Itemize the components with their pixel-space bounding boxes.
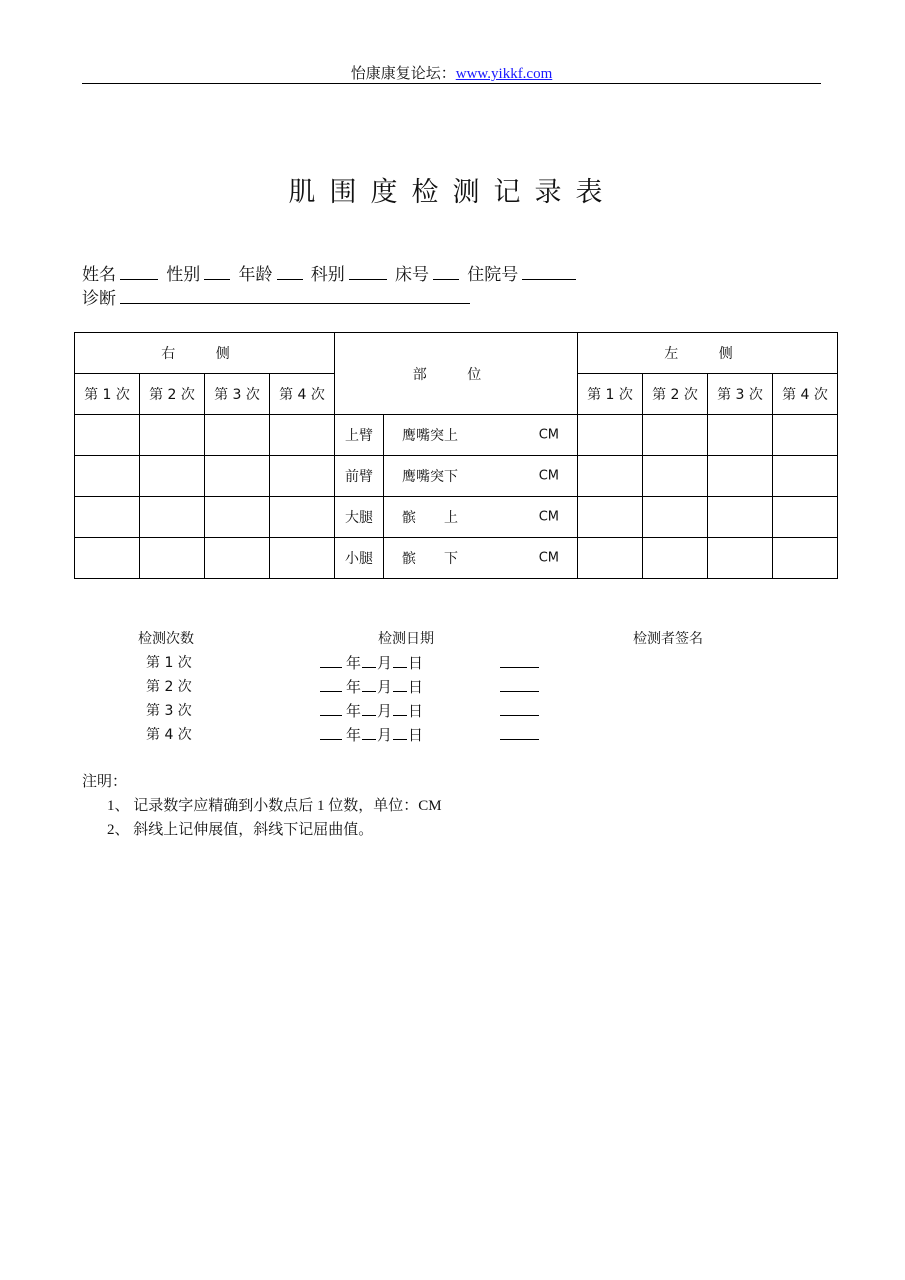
record-count-1: 第 1 次 [146,655,192,671]
year-field[interactable] [320,701,342,716]
day-label: 日 [408,680,424,696]
month-field[interactable] [362,701,376,716]
page-title: 肌围度检测记录表 [288,177,617,208]
dept-label: 科别 [310,265,345,284]
month-label: 月 [377,728,393,744]
signer-field-2[interactable] [500,676,539,692]
note-number: 1、 [107,798,130,814]
value-cell[interactable] [708,415,773,456]
admission-label: 住院号 [467,265,519,284]
month-field[interactable] [362,677,376,692]
admission-field[interactable] [522,265,576,280]
records-signer-header: 检测者签名 [633,631,703,647]
records-count-header: 检测次数 [138,631,194,647]
note-item-2 [107,818,373,839]
value-cell[interactable] [140,456,205,497]
location-text: 髌 上 [402,510,458,526]
diagnosis-field[interactable] [120,289,470,304]
value-cell[interactable] [270,456,335,497]
record-count-3: 第 3 次 [146,703,192,719]
part-name: 前臂 [335,456,384,497]
page-header [82,62,821,83]
part-header: 部 位 [335,333,578,415]
signer-field-1[interactable] [500,652,539,668]
value-cell[interactable] [578,456,643,497]
year-field[interactable] [320,677,342,692]
part-location [384,538,578,579]
patient-info-line [82,260,580,285]
year-label: 年 [346,704,362,720]
unit-label: CM [538,427,559,443]
left-time-3: 第 3 次 [708,374,773,415]
year-label: 年 [346,680,362,696]
table-row [75,497,838,538]
value-cell[interactable] [578,538,643,579]
part-name: 小腿 [335,538,384,579]
left-side-header: 左 侧 [578,333,838,374]
signer-field-4[interactable] [500,724,539,740]
value-cell[interactable] [75,415,140,456]
signer-field-3[interactable] [500,700,539,716]
year-field[interactable] [320,725,342,740]
age-label: 年龄 [238,265,273,284]
day-label: 日 [408,656,424,672]
diagnosis-line [82,284,474,309]
bed-field[interactable] [433,265,459,280]
part-location [384,497,578,538]
bed-label: 床号 [395,265,429,284]
value-cell[interactable] [773,415,838,456]
age-field[interactable] [277,265,303,280]
month-label: 月 [377,680,393,696]
value-cell[interactable] [205,538,270,579]
part-location [384,456,578,497]
unit-label: CM [538,509,559,525]
note-item-1 [107,794,442,815]
month-label: 月 [377,656,393,672]
value-cell[interactable] [708,456,773,497]
header-divider [82,83,821,84]
left-time-2: 第 2 次 [643,374,708,415]
notes-heading: 注明： [82,774,128,790]
part-location [384,415,578,456]
left-time-1: 第 1 次 [578,374,643,415]
month-label: 月 [377,704,393,720]
value-cell[interactable] [205,456,270,497]
location-text: 鹰嘴突上 [402,428,458,444]
value-cell[interactable] [578,497,643,538]
record-date-2 [320,676,423,697]
right-time-3: 第 3 次 [205,374,270,415]
value-cell[interactable] [708,497,773,538]
month-field[interactable] [362,653,376,668]
value-cell[interactable] [708,538,773,579]
name-field[interactable] [120,265,158,280]
value-cell[interactable] [75,497,140,538]
value-cell[interactable] [773,538,838,579]
value-cell[interactable] [643,456,708,497]
value-cell[interactable] [773,456,838,497]
part-name: 上臂 [335,415,384,456]
value-cell[interactable] [75,538,140,579]
table-row [75,456,838,497]
right-time-2: 第 2 次 [140,374,205,415]
location-text: 鹰嘴突下 [402,469,458,485]
part-name: 大腿 [335,497,384,538]
value-cell[interactable] [270,415,335,456]
record-date-1 [320,652,423,673]
note-number: 2、 [107,822,130,838]
right-side-header: 右 侧 [75,333,335,374]
day-field[interactable] [393,653,407,668]
value-cell[interactable] [140,415,205,456]
note-text: 斜线上记伸展值，斜线下记屈曲值。 [133,822,374,838]
year-label: 年 [346,656,362,672]
table-row [75,538,838,579]
value-cell[interactable] [205,497,270,538]
year-field[interactable] [320,653,342,668]
record-date-4 [320,724,423,745]
diagnosis-label: 诊断 [82,289,116,308]
table-row [75,415,838,456]
day-field[interactable] [393,701,407,716]
value-cell[interactable] [140,497,205,538]
year-label: 年 [346,728,362,744]
right-time-1: 第 1 次 [75,374,140,415]
value-cell[interactable] [75,456,140,497]
day-label: 日 [408,728,424,744]
right-time-4: 第 4 次 [270,374,335,415]
day-label: 日 [408,704,424,720]
left-time-4: 第 4 次 [773,374,838,415]
month-field[interactable] [362,725,376,740]
record-date-3 [320,700,423,721]
record-count-2: 第 2 次 [146,679,192,695]
value-cell[interactable] [205,415,270,456]
day-field[interactable] [393,677,407,692]
sex-label: 性别 [166,265,201,284]
value-cell[interactable] [643,538,708,579]
site-label: 怡康康复论坛： [350,66,456,82]
value-cell[interactable] [643,415,708,456]
value-cell[interactable] [140,538,205,579]
dept-field[interactable] [349,265,387,280]
sex-field[interactable] [204,265,230,280]
day-field[interactable] [393,725,407,740]
unit-label: CM [538,468,559,484]
value-cell[interactable] [578,415,643,456]
name-label: 姓名 [82,265,116,284]
record-count-4: 第 4 次 [146,727,192,743]
records-date-header: 检测日期 [378,631,434,647]
value-cell[interactable] [270,538,335,579]
circumference-table [74,332,838,579]
unit-label: CM [538,550,559,566]
value-cell[interactable] [773,497,838,538]
location-text: 髌 下 [402,551,458,567]
note-text: 记录数字应精确到小数点后 1 位数，单位：CM [133,798,442,814]
value-cell[interactable] [270,497,335,538]
site-link[interactable]: www.yikkf.com [455,66,553,82]
value-cell[interactable] [643,497,708,538]
